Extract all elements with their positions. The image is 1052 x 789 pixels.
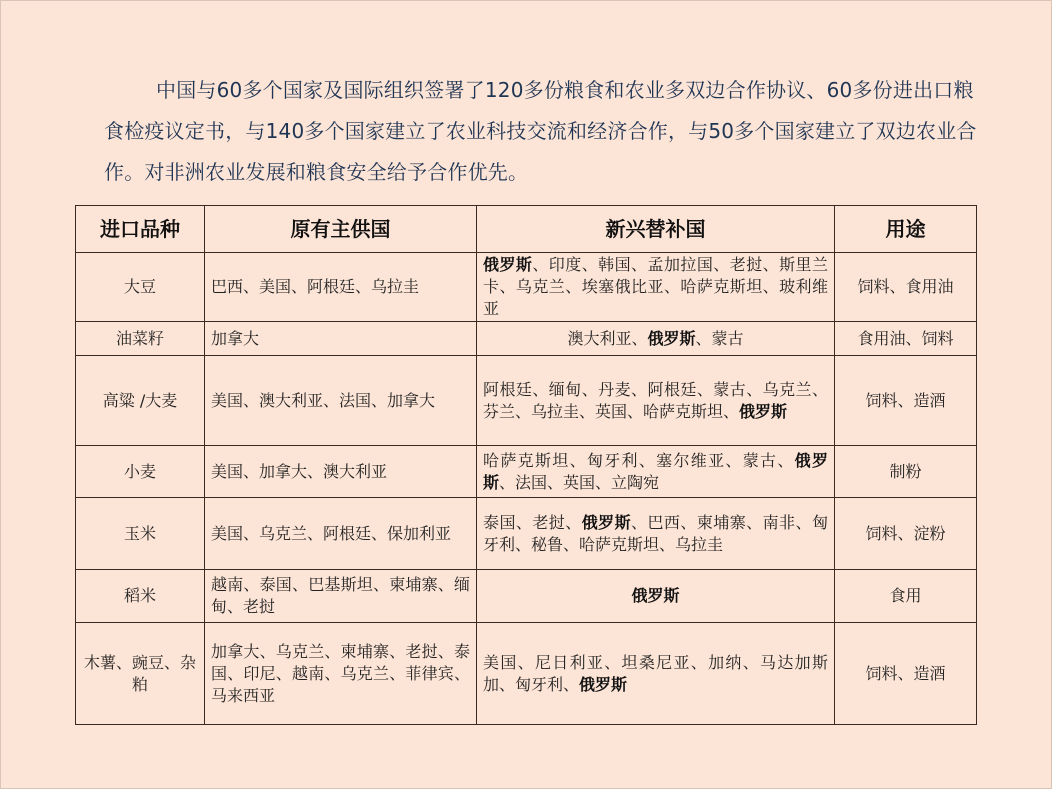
cell-emerging-suppliers	[477, 498, 835, 570]
country-list: 、蒙古	[695, 328, 744, 348]
cell-emerging-suppliers	[477, 253, 835, 322]
highlight-country: 俄罗斯	[579, 674, 628, 694]
cell-variety: 玉米	[76, 498, 205, 570]
table-row	[76, 446, 977, 498]
header-emerging-suppliers: 新兴替补国	[477, 206, 835, 253]
cell-original-suppliers: 美国、乌克兰、阿根廷、保加利亚	[205, 498, 477, 570]
country-list: 澳大利亚、	[567, 328, 648, 348]
header-use: 用途	[835, 206, 977, 253]
cell-emerging-suppliers	[477, 623, 835, 725]
cell-use: 制粉	[835, 446, 977, 498]
table-body	[76, 253, 977, 725]
cell-variety: 小麦	[76, 446, 205, 498]
cell-variety: 大豆	[76, 253, 205, 322]
cell-original-suppliers: 加拿大	[205, 322, 477, 356]
cell-use: 食用油、饲料	[835, 322, 977, 356]
cell-variety: 稻米	[76, 570, 205, 623]
cell-emerging-suppliers	[477, 570, 835, 623]
highlight-country: 俄罗斯	[581, 512, 632, 532]
table-row	[76, 623, 977, 725]
country-list: 哈萨克斯坦、匈牙利、塞尔维亚、蒙古、	[483, 450, 795, 470]
table-header-row	[76, 206, 977, 253]
cell-original-suppliers: 加拿大、乌克兰、柬埔寨、老挝、泰国、印尼、越南、乌克兰、菲律宾、马来西亚	[205, 623, 477, 725]
country-list: 泰国、老挝、	[483, 512, 582, 532]
intro-text: 中国与60多个国家及国际组织签署了120多份粮食和农业多双边合作协议、60多份进出口粮食检疫议定书，与140多个国家建立了农业科技交流和经济合作，与50多个国家建立了双边农业合作。对非洲农业发展和粮食安全给予合作优先。	[104, 78, 977, 184]
table-row	[76, 253, 977, 322]
cell-use: 食用	[835, 570, 977, 623]
highlight-country: 俄罗斯	[483, 450, 828, 492]
country-list: 美国、尼日利亚、坦桑尼亚、加纳、马达加斯加、匈牙利、	[483, 652, 828, 694]
grain-import-table	[75, 205, 977, 725]
highlight-country: 俄罗斯	[483, 255, 533, 274]
highlight-country: 俄罗斯	[647, 328, 696, 348]
table-row	[76, 356, 977, 446]
header-original-suppliers: 原有主供国	[205, 206, 477, 253]
cell-emerging-suppliers	[477, 356, 835, 446]
country-list: 、巴西、柬埔寨、南非、匈牙利、秘鲁、哈萨克斯坦、乌拉圭	[483, 512, 828, 554]
cell-use: 饲料、淀粉	[835, 498, 977, 570]
cell-original-suppliers: 美国、加拿大、澳大利亚	[205, 446, 477, 498]
cell-original-suppliers: 越南、泰国、巴基斯坦、柬埔寨、缅甸、老挝	[205, 570, 477, 623]
intro-paragraph	[104, 70, 984, 193]
cell-use: 饲料、造酒	[835, 623, 977, 725]
country-list: 阿根廷、缅甸、丹麦、阿根廷、蒙古、乌克兰、芬兰、乌拉圭、英国、哈萨克斯坦、	[483, 379, 828, 421]
highlight-country: 俄罗斯	[739, 401, 788, 421]
cell-original-suppliers: 美国、澳大利亚、法国、加拿大	[205, 356, 477, 446]
cell-variety: 木薯、豌豆、杂粕	[76, 623, 205, 725]
cell-variety: 油菜籽	[76, 322, 205, 356]
cell-use: 饲料、造酒	[835, 356, 977, 446]
country-list: 、法国、英国、立陶宛	[499, 472, 660, 492]
table-row	[76, 570, 977, 623]
table-row	[76, 322, 977, 356]
table-row	[76, 498, 977, 570]
header-variety: 进口品种	[76, 206, 205, 253]
cell-emerging-suppliers	[477, 446, 835, 498]
country-list: 、印度、韩国、孟加拉国、老挝、斯里兰卡、乌克兰、埃塞俄比亚、哈萨克斯坦、玻利维亚	[483, 255, 828, 318]
highlight-country: 俄罗斯	[631, 586, 680, 605]
cell-variety: 高粱 /大麦	[76, 356, 205, 446]
cell-original-suppliers: 巴西、美国、阿根廷、乌拉圭	[205, 253, 477, 322]
cell-use: 饲料、食用油	[835, 253, 977, 322]
cell-emerging-suppliers	[477, 322, 835, 356]
